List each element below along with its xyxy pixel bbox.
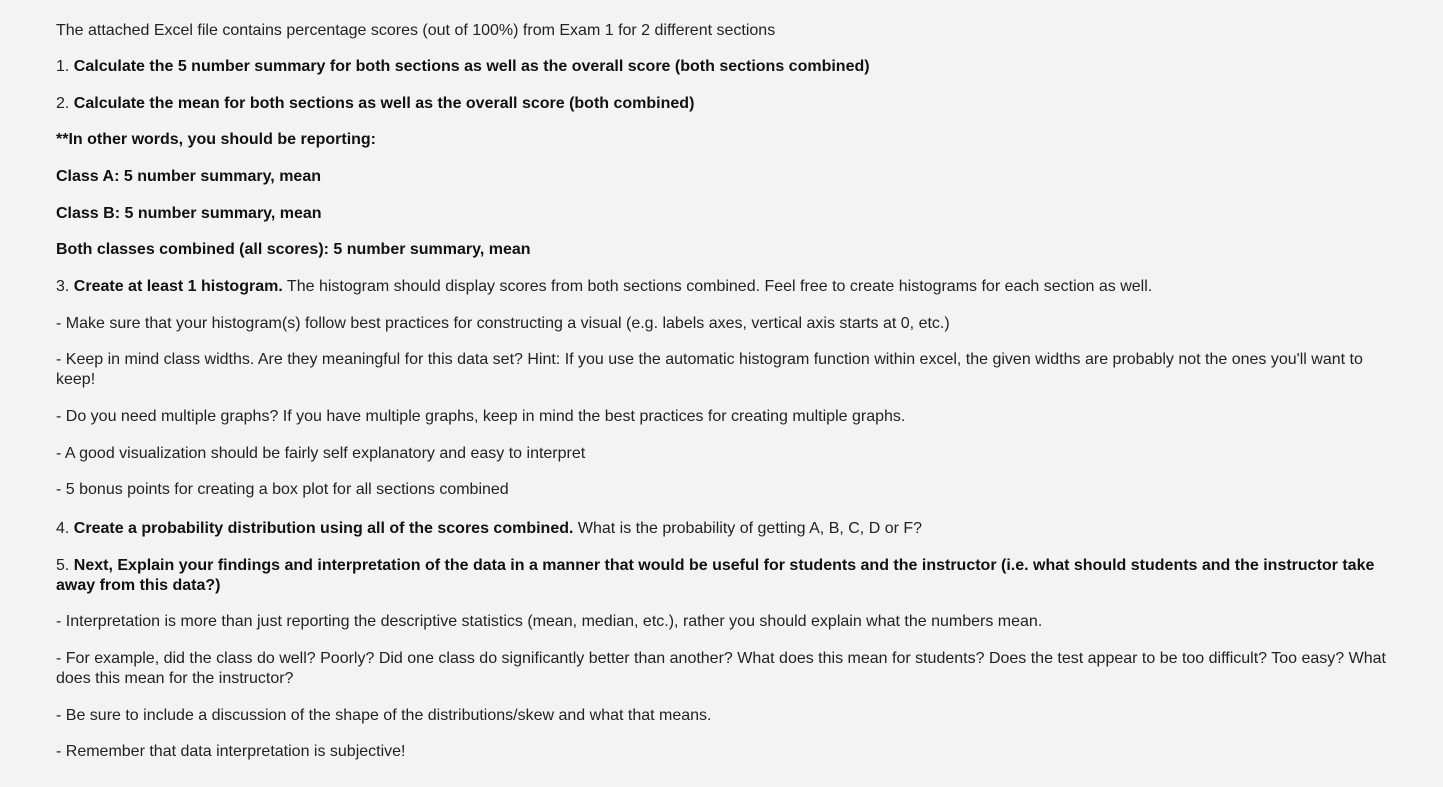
question-3 xyxy=(56,277,1406,297)
intro-text: The attached Excel file contains percentage scores (out of 100%) from Exam 1 for 2 different sections xyxy=(56,22,776,39)
question-3-bullet: - A good visualization should be fairly self explanatory and easy to interpret xyxy=(56,445,586,462)
question-5-bullet: - For example, did the class do well? Poorly? Did one class do significantly better than another? What does this mean for students? Does the test appear to be too difficult? Too easy? What does this mean for the instructor? xyxy=(56,650,1386,687)
question-5-bullet: - Remember that data interpretation is subjective! xyxy=(56,743,406,760)
question-5-bold: Next, Explain your findings and interpretation of the data in a manner that would be useful for students and the instructor (i.e. what should students and the instructor take away from this data?) xyxy=(56,557,1375,594)
question-4 xyxy=(56,519,1406,539)
question-5-bullet: - Be sure to include a discussion of the shape of the distributions/skew and what that means. xyxy=(56,707,712,724)
reporting-combined: Both classes combined (all scores): 5 number summary, mean xyxy=(56,241,531,258)
question-2 xyxy=(56,94,1406,114)
question-4-number: 4. xyxy=(56,520,74,537)
question-5-number: 5. xyxy=(56,557,74,574)
question-5 xyxy=(56,556,1406,596)
question-3-bullet: - Do you need multiple graphs? If you have multiple graphs, keep in mind the best practices for creating multiple graphs. xyxy=(56,408,906,425)
reporting-class-b: Class B: 5 number summary, mean xyxy=(56,205,322,222)
question-1-number: 1. xyxy=(56,58,74,75)
question-2-text: Calculate the mean for both sections as well as the overall score (both combined) xyxy=(73,95,695,112)
question-4-bold: Create a probability distribution using all of the scores combined. xyxy=(73,520,574,537)
question-3-bullet: - Keep in mind class widths. Are they meaningful for this data set? Hint: If you use the automatic histogram function within excel, the given widths are probably not the ones you'll want to keep! xyxy=(56,351,1363,388)
question-3-bullet: - Make sure that your histogram(s) follow best practices for constructing a visual (e.g. labels axes, vertical axis starts at 0, etc.) xyxy=(56,315,950,332)
reporting-class-a: Class A: 5 number summary, mean xyxy=(56,168,321,185)
question-1-text: Calculate the 5 number summary for both sections as well as the overall score (both sections combined) xyxy=(73,58,870,75)
question-3-bullet: - 5 bonus points for creating a box plot for all sections combined xyxy=(56,481,509,498)
question-4-rest: What is the probability of getting A, B, C, D or F? xyxy=(573,520,923,537)
question-1 xyxy=(56,57,1406,77)
question-5-bullet: - Interpretation is more than just reporting the descriptive statistics (mean, median, etc.), rather you should explain what the numbers mean. xyxy=(56,613,1043,630)
reporting-heading: **In other words, you should be reporting: xyxy=(56,131,377,148)
question-3-bold: Create at least 1 histogram. xyxy=(73,278,283,295)
question-3-rest: The histogram should display scores from both sections combined. Feel free to create histograms for each section as well. xyxy=(282,278,1153,295)
question-3-number: 3. xyxy=(56,278,74,295)
question-2-number: 2. xyxy=(56,95,74,112)
